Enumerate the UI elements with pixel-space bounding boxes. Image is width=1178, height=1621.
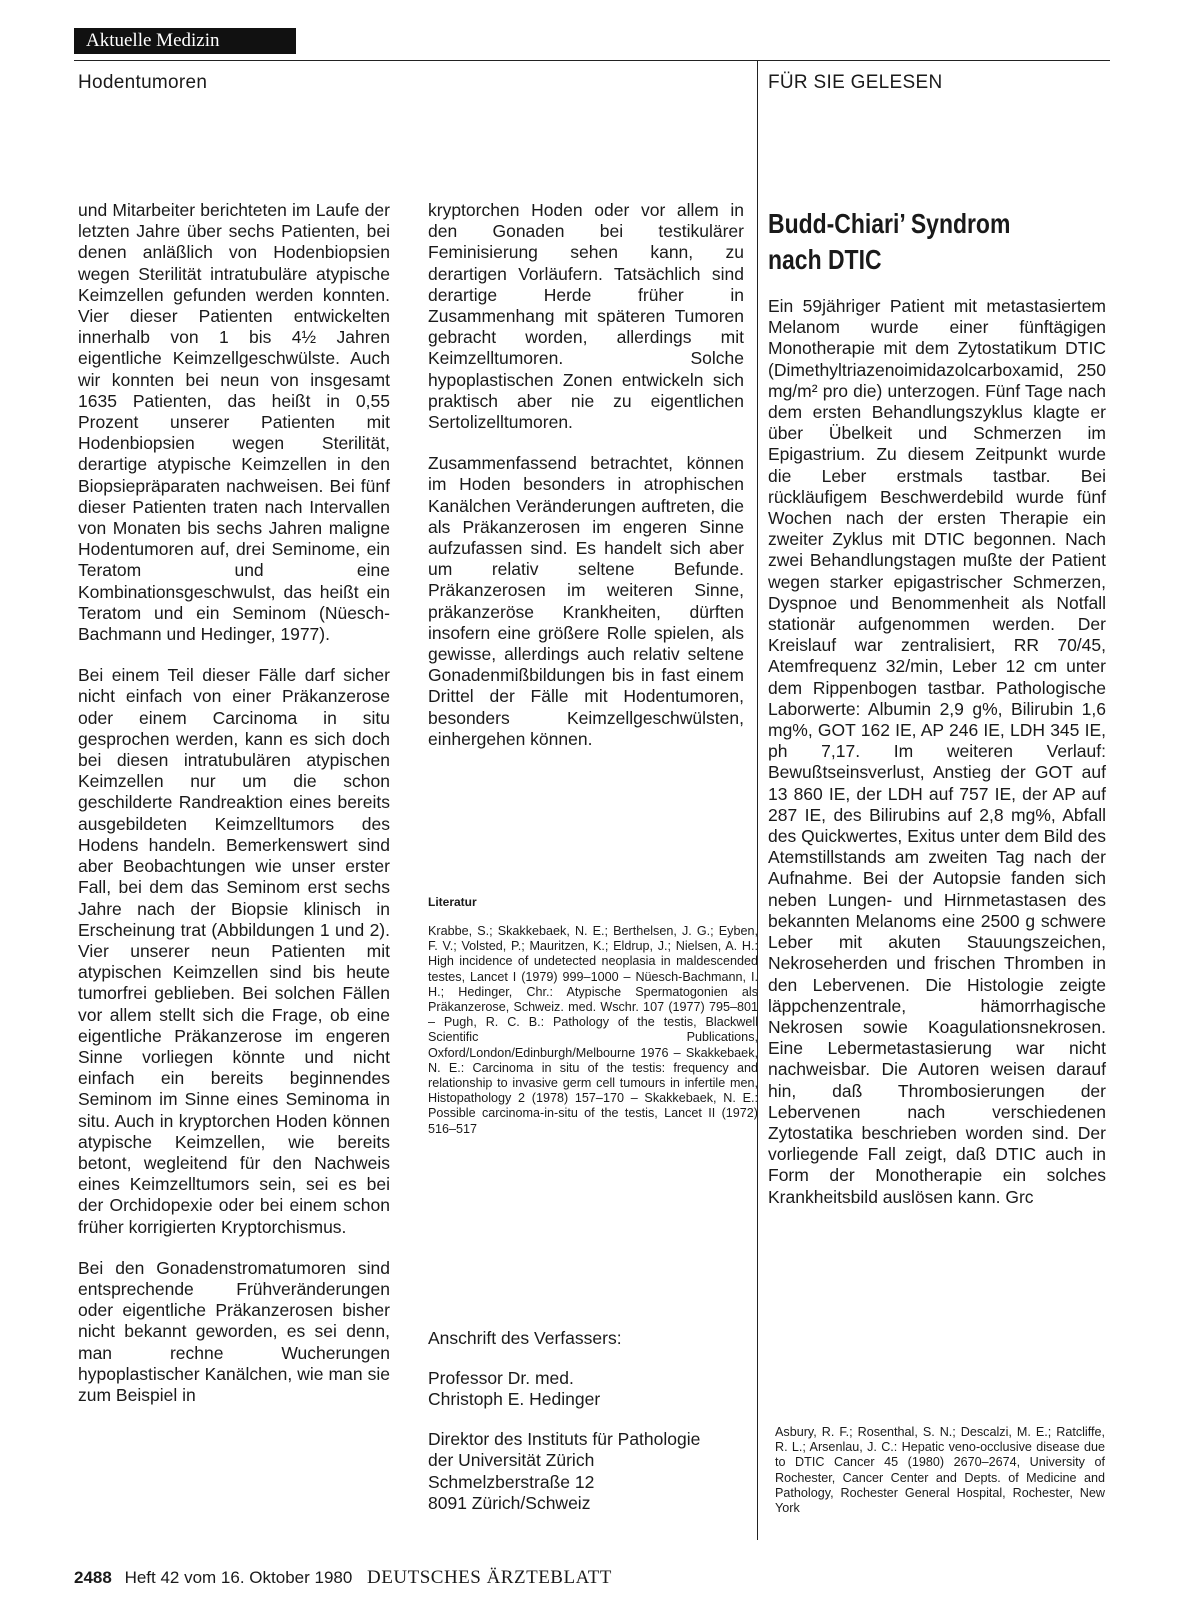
journal-name: DEUTSCHES ÄRZTEBLATT <box>367 1567 612 1588</box>
literature-heading: Literatur <box>428 895 477 909</box>
text-column-3 <box>768 296 1106 1208</box>
header-rule-top <box>74 60 1110 61</box>
city-line: 8091 Zürich/Schweiz <box>428 1493 591 1513</box>
page-footer <box>74 1567 612 1589</box>
street-line: Schmelzberstraße 12 <box>428 1471 595 1492</box>
text-column-2 <box>428 200 744 770</box>
article-topic: Hodentumoren <box>78 72 208 93</box>
article-headline <box>768 206 1047 278</box>
paragraph: Zusammenfassend betrachtet, können im Hoden besonders in atrophischen Kanälchen Veränderungen auftreten, die als Präkanzerosen im engeren Sinne aufzufassen sind. Es handelt sich aber um relativ seltene Befunde. Präkanzerosen im weiteren Sinne, präkanzeröse Krankheiten, dürften insofern eine größere Rolle spielen, als gewisse, allerdings auch relativ seltene Gonadenmißbildungen bis in fast einem Drittel der Fälle mit Hodentumoren, besonders Keimzellgeschwülsten, einhergehen können. <box>428 453 744 749</box>
author-name: Christoph E. Hedinger <box>428 1389 601 1409</box>
article-body: Ein 59jähriger Patient mit metastasiertem Melanom wurde einer fünftägigen Monotherapie mit dem Zytostatikum DTIC (Dimethyltriazenoimidazolcarboxamid, 250 mg/m² pro die) unterzogen. Fünf Tage nach dem ersten Behandlungszyklus klagte er über Übelkeit und Schmerzen im Epigastrium. Zu diesem Zeitpunkt wurde die Leber erstmals tastbar. Bei rückläufigem Beschwerdebild wurde fünf Wochen nach der ersten Therapie ein zweiter Zyklus mit DTIC begonnen. Nach zwei Behandlungstagen mußte der Patient wegen starker epigastrischer Schmerzen, Dyspnoe und Benommenheit als Notfall stationär aufgenommen werden. Der Kreislauf war zentralisiert, RR 70/45, Atemfrequenz 32/min, Leber 12 cm unter dem Rippenbogen tastbar. Pathologische Laborwerte: Albumin 2,9 g%, Bilirubin 1,6 mg%, GOT 162 IE, AP 246 IE, LDH 345 IE, ph 7,17. Im weiteren Verlauf: Bewußtseinsverlust, Anstieg der GOT auf 13 860 IE, der LDH auf 757 IE, der AP auf 287 IE, des Bilirubins auf 2,8 mg%, Abfall des Quickwertes, Exitus unter dem Bild des Atemstillstands am zweiten Tag nach der Aufnahme. Bei der Autopsie fanden sich neben Lungen- und Hirnmetastasen des bekannten Melanoms eine 2500 g schwere Leber mit akuten Stauungszeichen, Nekroseherden und frischen Thromben in den Lebervenen. Die Histologie zeigte läppchenzentrale, hämorrhagische Nekrosen sowie Koagulationsnekrosen. Eine Lebermetastasierung war nicht nachweisbar. Die Autoren weisen darauf hin, daß Thrombosierungen der Lebervenen nach verschiedenen Zytostatika beschrieben worden sind. Der vorliegende Fall zeigt, daß DTIC auch in Form der Monotherapie ein solches Krankheitsbild auslösen kann. Grc <box>768 296 1106 1207</box>
paragraph: Bei den Gonadenstromatumoren sind entsprechende Frühveränderungen oder eigentliche Präkanzerosen bisher nicht bekannt geworden, es sei denn, man rechne Wucherungen hypoplastischer Kanälchen, wie man sie zum Beispiel in <box>78 1257 390 1405</box>
paragraph: und Mitarbeiter berichteten im Laufe der letzten Jahre über sechs Patienten, bei denen anläßlich von Hodenbiopsien wegen Sterilität intratubuläre atypische Keimzellen gefunden werden konnten. Vier dieser Patienten entwickelten innerhalb von 1 bis 4½ Jahren eigentliche Keimzellgeschwülste. Auch wir konnten bei neun von insgesamt 1635 Patienten, das heißt in 0,55 Prozent unserer Patienten mit Hodenbiopsien wegen Sterilität, derartige atypische Keimzellen in den Biopsiepräparaten nachweisen. Bei fünf dieser Patienten traten nach Intervallen von Monaten bis sechs Jahren maligne Hodentumoren auf, drei Seminome, ein Teratom und eine Kombinationsgeschwulst, das heißt ein Teratom und ein Seminom (Nüesch-Bachmann und Hedinger, 1977). <box>78 200 390 645</box>
article-reference: Asbury, R. F.; Rosenthal, S. N.; Descalzi, M. E.; Ratcliffe, R. L.; Arsenlau, J. C.: Hepatic veno-occlusive disease due to DTIC Cancer 45 (1980) 2670–2674, University of Rochester, Cancer Center and Depts. of Medicine and Pathology, Rochester General Hospital, Rochester, New York <box>775 1425 1105 1516</box>
author-title: Professor Dr. med. <box>428 1367 574 1388</box>
text-column-1 <box>78 200 390 1406</box>
rubric-title: FÜR SIE GELESEN <box>768 72 943 93</box>
page-number: 2488 <box>74 1568 112 1587</box>
institution-line: der Universität Zürich <box>428 1450 595 1470</box>
section-label: Aktuelle Medizin <box>74 28 296 54</box>
column-divider <box>757 60 758 1540</box>
issue-info: Heft 42 vom 16. Oktober 1980 <box>124 1568 353 1587</box>
paragraph: kryptorchen Hoden oder vor allem in den Gonaden bei testikulärer Feminisierung sehen kann, zu derartigen Vorläufern. Tatsächlich sind derartige Herde früher in Zusammenhang mit späteren Tumoren gebracht worden, allerdings mit Keimzelltumoren. Solche hypoplastischen Zonen entwickeln sich praktisch aber nie zu eigentlichen Sertolizelltumoren. <box>428 200 744 433</box>
headline-line: nach DTIC <box>768 244 882 275</box>
institution-line: Direktor des Instituts für Pathologie <box>428 1428 701 1449</box>
author-address <box>428 1328 758 1515</box>
headline-line: Budd-Chiari’ Syndrom <box>768 208 1011 239</box>
literature-list: Krabbe, S.; Skakkebaek, N. E.; Berthelsen, J. G.; Eyben, F. V.; Volsted, P.; Mauritzen, K.; Eldrup, J.; Nielsen, A. H.: High incidence of undetected neoplasia in maldescended testes, Lancet I (1979) 999–1000 – Nüesch-Bachmann, I. H.; Hedinger, Chr.: Atypische Spermatogonien als Präkanzerose, Schweiz. med. Wschr. 107 (1977) 795–801 – Pugh, R. C. B.: Pathology of the testis, Blackwell Scientific Publications, Oxford/London/Edinburgh/Melbourne 1976 – Skakkebaek, N. E.: Carcinoma in situ of the testis: frequency and relationship to invasive germ cell tumours in infertile men, Histopathology 2 (1978) 157–170 – Skakkebaek, N. E.: Possible carcinoma-in-situ of the testis, Lancet II (1972) 516–517 <box>428 924 758 1136</box>
paragraph: Bei einem Teil dieser Fälle darf sicher nicht einfach von einer Präkanzerose oder einem Carcinoma in situ gesprochen werden, kann es sich doch bei diesen intratubulären atypischen Keimzellen nur um die schon geschilderte Randreaktion eines bereits ausgebildeten Keimzelltumors des Hodens handeln. Bemerkenswert sind aber Beobachtungen wie unser erster Fall, bei dem das Seminom erst sechs Jahre nach der Biopsie klinisch in Erscheinung trat (Abbildungen 1 und 2). Vier unserer neun Patienten mit atypischen Keimzellen sind bis heute tumorfrei geblieben. Bei solchen Fällen vor allem stellt sich die Frage, ob eine eigentliche Präkanzerose im engeren Sinne vorliegen könnte und nicht einfach ein bereits beginnendes Seminom im Sinne eines Seminoma in situ. Auch in kryptorchen Hoden können atypische Keimzellen, wie bereits betont, wegleitend für den Nachweis eines Keimzelltumors sein, sei es bei der Orchidopexie oder bei einem schon früher korrigierten Kryptorchismus. <box>78 665 390 1237</box>
address-heading: Anschrift des Verfassers: <box>428 1328 622 1348</box>
